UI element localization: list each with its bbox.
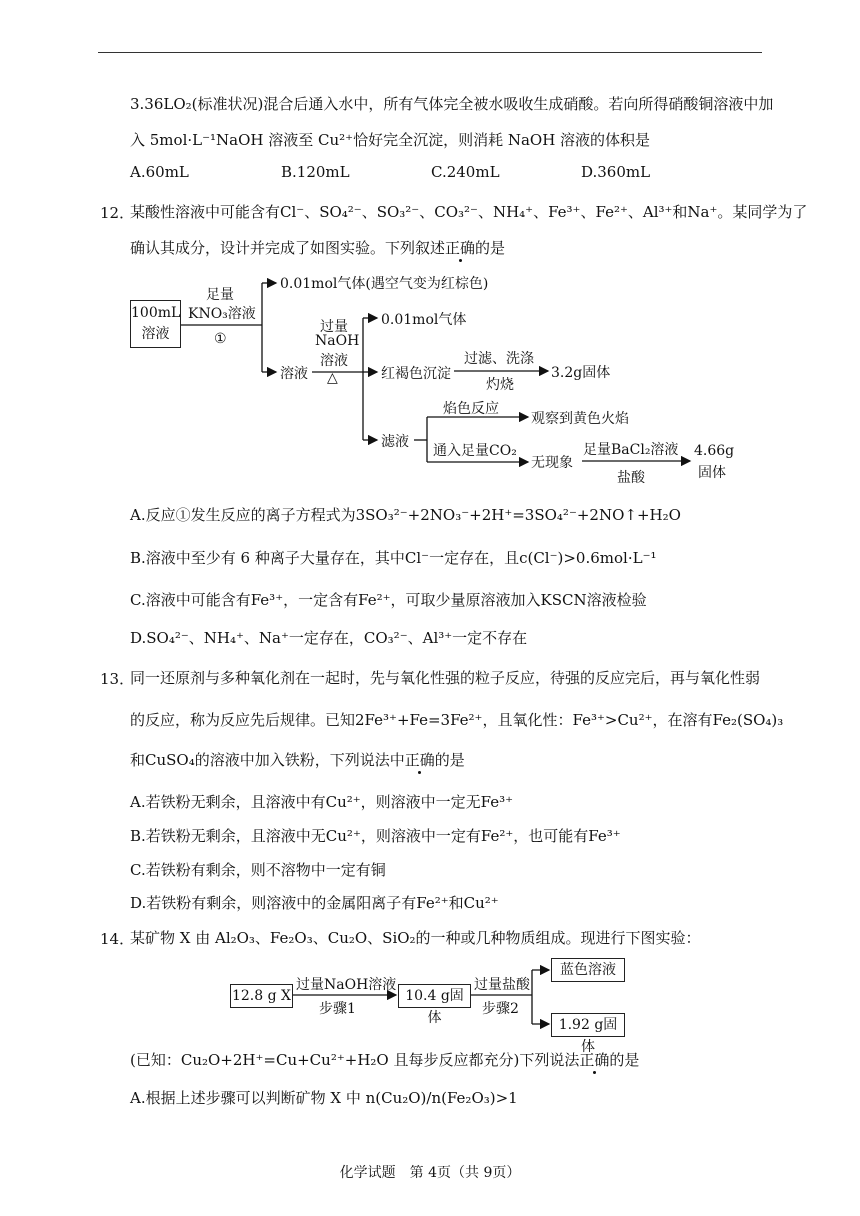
q11-option-d: D.360mL bbox=[581, 163, 651, 181]
q12-reagent1-b: KNO₃溶液 bbox=[188, 306, 256, 322]
q13-option-c: C.若铁粉有剩余，则不溶物中一定有铜 bbox=[130, 861, 386, 879]
q13-stem-line3: 和CuSO₄的溶液中加入铁粉，下列说法中正确的是 bbox=[130, 751, 465, 769]
q12-gas2: 0.01mol气体 bbox=[381, 312, 467, 328]
q12-reagent2-c: 溶液 bbox=[320, 353, 348, 369]
q12-gas1: 0.01mol气体(遇空气变为红棕色) bbox=[280, 276, 489, 292]
q14-option-a: A.根据上述步骤可以判断矿物 X 中 n(Cu₂O)/n(Fe₂O₃)>1 bbox=[130, 1089, 518, 1107]
q13-option-b: B.若铁粉无剩余，且溶液中无Cu²⁺，则溶液中一定有Fe²⁺，也可能有Fe³⁺ bbox=[130, 827, 621, 845]
q14-step1-label: 步骤1 bbox=[319, 1001, 356, 1017]
q12-step-label: ① bbox=[214, 331, 227, 347]
q11-option-c: C.240mL bbox=[431, 163, 500, 181]
q12-flame-test: 焰色反应 bbox=[443, 401, 499, 417]
q13-emphasis: 正确 bbox=[404, 751, 435, 769]
q13-option-d: D.若铁粉有剩余，则溶液中的金属阳离子有Fe²⁺和Cu²⁺ bbox=[130, 894, 499, 912]
page-footer: 化学试题 第 4页（共 9页） bbox=[339, 1165, 521, 1181]
q12-reagent2-a: 过量 bbox=[320, 319, 348, 335]
q12-number: 12． bbox=[100, 204, 135, 222]
q12-heat-symbol: △ bbox=[327, 370, 338, 386]
q12-reagent6-a: 足量BaCl₂溶液 bbox=[583, 442, 679, 458]
q12-co2-step: 通入足量CO₂ bbox=[433, 443, 517, 459]
q11-text-line1: 3.36LO₂(标准状况)混合后通入水中，所有气体完全被水吸收生成硝酸。若向所得硝酸铜溶液中加 bbox=[130, 95, 774, 113]
q13-option-a: A.若铁粉无剩余，且溶液中有Cu²⁺，则溶液中一定无Fe³⁺ bbox=[130, 793, 514, 811]
q12-reagent1-a: 足量 bbox=[206, 287, 234, 303]
q14-step2-label: 步骤2 bbox=[482, 1001, 519, 1017]
q12-precipitate: 红褐色沉淀 bbox=[381, 366, 451, 382]
q14-step1-reagent: 过量NaOH溶液 bbox=[296, 977, 397, 993]
q14-emphasis: 正确 bbox=[579, 1051, 610, 1069]
q12-reagent3-a: 过滤、洗涤 bbox=[464, 351, 534, 367]
q12-filtrate: 滤液 bbox=[381, 434, 409, 450]
q12-solution: 溶液 bbox=[280, 366, 308, 382]
q11-option-a: A.60mL bbox=[130, 163, 189, 181]
q14-start-box: 12.8 g X bbox=[230, 984, 293, 1008]
q12-stem-line1: 某酸性溶液中可能含有Cl⁻、SO₄²⁻、SO₃²⁻、CO₃²⁻、NH₄⁺、Fe³⁺、Fe²⁺、Al³⁺和Na⁺。某同学为了 bbox=[130, 203, 808, 221]
q11-option-b: B.120mL bbox=[281, 163, 350, 181]
q14-residue-box: 1.92 g固体 bbox=[551, 1013, 625, 1037]
q14-number: 14． bbox=[100, 930, 135, 948]
q13-stem-line2: 的反应，称为反应先后规律。已知2Fe³⁺+Fe=3Fe²⁺，且氧化性：Fe³⁺>Cu²⁺，在溶有Fe₂(SO₄)₃ bbox=[130, 711, 784, 729]
q12-reagent2-b: NaOH bbox=[315, 333, 360, 349]
q12-reagent6-b: 盐酸 bbox=[617, 470, 645, 486]
q14-step2-reagent: 过量盐酸 bbox=[474, 977, 530, 993]
q12-no-phenomenon: 无现象 bbox=[531, 455, 573, 471]
q12-solid1: 3.2g固体 bbox=[551, 365, 611, 381]
q13-stem-line1: 同一还原剂与多种氧化剂在一起时，先与氧化性强的粒子反应，待强的反应完后，再与氧化性弱 bbox=[130, 669, 761, 687]
q13-number: 13． bbox=[100, 670, 135, 688]
q12-start-box: 100mL 溶液 bbox=[130, 300, 181, 348]
q12-emphasis: 正确 bbox=[445, 239, 476, 257]
q14-note: (已知：Cu₂O+2H⁺=Cu+Cu²⁺+H₂O 且每步反应都充分)下列说法正确的是 bbox=[130, 1051, 640, 1069]
q12-stem-line2: 确认其成分，设计并完成了如图实验。下列叙述正确的是 bbox=[130, 239, 506, 257]
q12-solid2-b: 固体 bbox=[698, 465, 726, 481]
q14-blue-solution-box: 蓝色溶液 bbox=[551, 958, 625, 982]
q12-solid2-a: 4.66g bbox=[694, 443, 735, 459]
q14-mid-box: 10.4 g固体 bbox=[398, 984, 471, 1008]
q12-option-c: C.溶液中可能含有Fe³⁺，一定含有Fe²⁺，可取少量原溶液加入KSCN溶液检验 bbox=[130, 591, 647, 609]
q12-reagent3-b: 灼烧 bbox=[486, 377, 514, 393]
q12-flame-result: 观察到黄色火焰 bbox=[531, 411, 629, 427]
q12-option-b: B.溶液中至少有 6 种离子大量存在，其中Cl⁻一定存在，且c(Cl⁻)>0.6mol·L⁻¹ bbox=[130, 549, 657, 567]
q12-option-d: D.SO₄²⁻、NH₄⁺、Na⁺一定存在，CO₃²⁻、Al³⁺一定不存在 bbox=[130, 629, 528, 647]
q14-stem: 某矿物 X 由 Al₂O₃、Fe₂O₃、Cu₂O、SiO₂的一种或几种物质组成。现进行下图实验： bbox=[130, 929, 701, 947]
q11-text-line2: 入 5mol·L⁻¹NaOH 溶液至 Cu²⁺恰好完全沉淀，则消耗 NaOH 溶液的体积是 bbox=[130, 131, 651, 149]
q12-option-a: A.反应①发生反应的离子方程式为3SO₃²⁻+2NO₃⁻+2H⁺=3SO₄²⁻+2NO↑+H₂O bbox=[130, 506, 681, 524]
